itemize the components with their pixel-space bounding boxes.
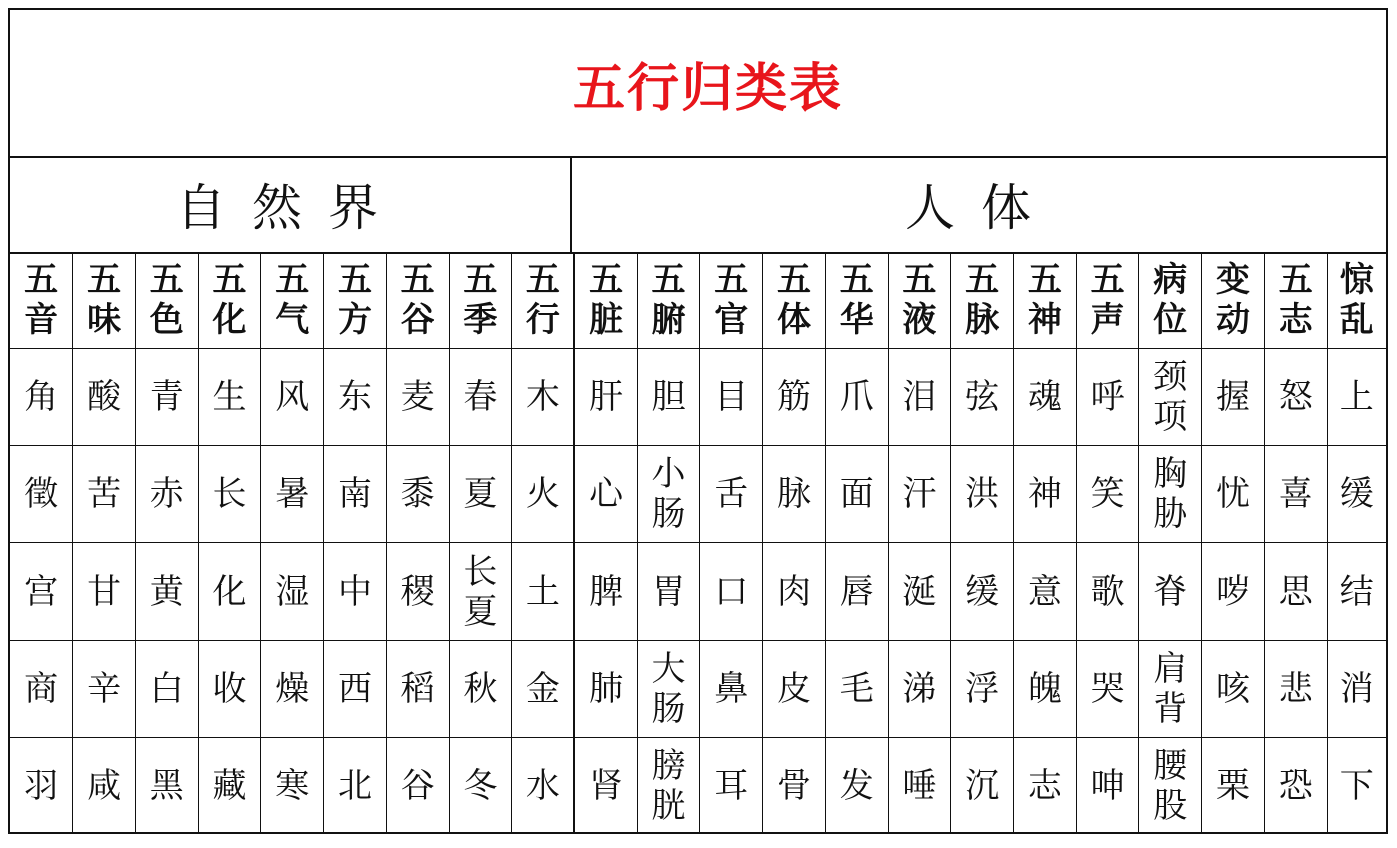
table-cell-text: 魂 — [1027, 377, 1062, 418]
table-cell-text: 赤 — [149, 474, 184, 515]
table-cell — [888, 446, 951, 543]
table-cell — [1264, 349, 1327, 446]
table-cell — [1014, 640, 1077, 737]
table-cell — [1014, 349, 1077, 446]
table-cell-text: 肩 背 — [1153, 648, 1188, 729]
table-cell — [10, 349, 73, 446]
page-title: 五行归类表 — [572, 58, 843, 119]
table-cell-text: 恐 — [1278, 765, 1313, 806]
column-header-text: 五 神 — [1027, 260, 1062, 341]
table-cell — [135, 737, 198, 834]
table-cell — [1202, 543, 1265, 640]
table-cell-text: 口 — [714, 571, 749, 612]
table-cell-text: 缓 — [965, 571, 1000, 612]
table-cell — [512, 446, 575, 543]
column-header — [825, 252, 888, 349]
table-cell — [700, 640, 763, 737]
five-elements-table — [8, 8, 1388, 834]
table-cell — [324, 543, 387, 640]
table-cell-text: 春 — [463, 377, 498, 418]
column-header-text: 五 体 — [776, 260, 811, 341]
table-cell — [1202, 349, 1265, 446]
table-cell-text: 收 — [212, 668, 247, 709]
table-cell-text: 哭 — [1090, 668, 1125, 709]
table-cell-text: 哕 — [1216, 571, 1251, 612]
table-cell — [574, 349, 637, 446]
table-cell — [449, 543, 512, 640]
title-row — [10, 10, 1386, 158]
table-cell — [1014, 446, 1077, 543]
table-cell-text: 宫 — [24, 571, 59, 612]
table-cell-text: 汗 — [902, 474, 937, 515]
table-cell-text: 弦 — [965, 377, 1000, 418]
table-cell — [1327, 543, 1386, 640]
table-cell-text: 上 — [1339, 377, 1374, 418]
table-cell-text: 苦 — [87, 474, 122, 515]
table-cell-text: 水 — [525, 765, 560, 806]
table-cell — [1139, 349, 1202, 446]
table-cell-text: 耳 — [714, 765, 749, 806]
table-cell-text: 麦 — [400, 377, 435, 418]
table-cell-text: 肉 — [776, 571, 811, 612]
table-cell-text: 魄 — [1027, 668, 1062, 709]
table-cell — [449, 349, 512, 446]
column-header — [700, 252, 763, 349]
table-cell — [763, 640, 826, 737]
column-header-text: 五 音 — [24, 260, 59, 341]
table-row — [10, 737, 1386, 834]
table-cell-text: 涎 — [902, 571, 937, 612]
column-header-text: 五 季 — [463, 260, 498, 341]
table-cell — [135, 543, 198, 640]
table-cell — [763, 737, 826, 834]
column-header-text: 五 气 — [275, 260, 310, 341]
table-cell-text: 唇 — [839, 571, 874, 612]
table-cell — [700, 737, 763, 834]
table-cell — [449, 446, 512, 543]
table-cell — [637, 640, 700, 737]
column-header — [198, 252, 261, 349]
column-header — [73, 252, 136, 349]
table-cell — [763, 543, 826, 640]
table-cell — [825, 543, 888, 640]
table-cell-text: 木 — [525, 377, 560, 418]
table-cell — [449, 737, 512, 834]
table-cell — [512, 349, 575, 446]
table-cell-text: 徵 — [24, 474, 59, 515]
table-cell-text: 结 — [1339, 571, 1374, 612]
table-cell — [73, 349, 136, 446]
table-cell-text: 胆 — [651, 377, 686, 418]
table-cell — [1327, 737, 1386, 834]
column-header — [10, 252, 73, 349]
table-cell — [1139, 446, 1202, 543]
column-header — [261, 252, 324, 349]
table-cell — [1202, 640, 1265, 737]
table-cell — [574, 737, 637, 834]
table-cell — [135, 446, 198, 543]
table-cell — [763, 446, 826, 543]
table-cell — [1264, 640, 1327, 737]
table-cell — [1076, 349, 1139, 446]
table-cell — [1014, 543, 1077, 640]
table-row — [10, 640, 1386, 737]
table-cell-text: 大 肠 — [651, 648, 686, 729]
table-cell — [10, 640, 73, 737]
table-cell — [10, 446, 73, 543]
table-cell — [700, 446, 763, 543]
table-cell — [1264, 737, 1327, 834]
table-cell-text: 脾 — [589, 571, 624, 612]
table-cell — [1264, 446, 1327, 543]
column-header — [1202, 252, 1265, 349]
table-cell-text: 目 — [714, 377, 749, 418]
table-cell — [763, 349, 826, 446]
table-cell-text: 长 夏 — [463, 551, 498, 632]
table-cell-text: 发 — [839, 765, 874, 806]
table-cell-text: 夏 — [463, 474, 498, 515]
table-cell — [261, 349, 324, 446]
table-cell-text: 咸 — [87, 765, 122, 806]
table-cell — [1076, 543, 1139, 640]
table-cell — [637, 543, 700, 640]
table-cell — [512, 640, 575, 737]
table-cell — [198, 446, 261, 543]
table-cell — [261, 640, 324, 737]
table-cell — [1076, 640, 1139, 737]
table-cell — [888, 737, 951, 834]
table-cell-text: 骨 — [776, 765, 811, 806]
table-cell-text: 缓 — [1339, 474, 1374, 515]
table-cell — [73, 640, 136, 737]
table-cell — [951, 446, 1014, 543]
table-cell — [1327, 446, 1386, 543]
classification-grid — [10, 252, 1386, 834]
table-row — [10, 446, 1386, 543]
table-cell-text: 皮 — [776, 668, 811, 709]
column-header — [512, 252, 575, 349]
table-cell-text: 商 — [24, 668, 59, 709]
table-cell-text: 黍 — [400, 474, 435, 515]
table-cell-text: 青 — [149, 377, 184, 418]
table-cell-text: 握 — [1216, 377, 1251, 418]
column-header-text: 惊 乱 — [1339, 260, 1374, 341]
column-header — [1139, 252, 1202, 349]
table-cell-text: 稷 — [400, 571, 435, 612]
column-header — [1327, 252, 1386, 349]
table-cell — [1264, 543, 1327, 640]
table-cell-text: 沉 — [965, 765, 1000, 806]
table-cell — [574, 640, 637, 737]
table-cell-text: 小 肠 — [651, 454, 686, 535]
table-cell-text: 毛 — [839, 668, 874, 709]
table-cell-text: 忧 — [1216, 474, 1251, 515]
table-cell — [951, 737, 1014, 834]
table-cell — [1076, 446, 1139, 543]
table-cell — [1327, 349, 1386, 446]
table-cell-text: 化 — [212, 571, 247, 612]
column-header-text: 五 声 — [1090, 260, 1125, 341]
table-cell-text: 暑 — [275, 474, 310, 515]
table-cell-text: 风 — [275, 377, 310, 418]
table-cell — [1139, 640, 1202, 737]
table-cell-text: 洪 — [965, 474, 1000, 515]
table-cell-text: 颈 项 — [1153, 357, 1188, 438]
table-cell — [386, 737, 449, 834]
table-cell — [825, 737, 888, 834]
table-cell — [261, 446, 324, 543]
table-cell — [574, 543, 637, 640]
table-cell — [386, 349, 449, 446]
table-cell-text: 金 — [525, 668, 560, 709]
table-cell — [512, 543, 575, 640]
table-cell — [1202, 446, 1265, 543]
column-header-text: 五 方 — [337, 260, 372, 341]
table-cell — [1202, 737, 1265, 834]
column-header-text: 五 华 — [839, 260, 874, 341]
table-cell — [1327, 640, 1386, 737]
table-cell — [825, 640, 888, 737]
column-header-text: 五 志 — [1278, 260, 1313, 341]
table-cell-text: 爪 — [839, 377, 874, 418]
column-header — [763, 252, 826, 349]
table-cell-text: 土 — [525, 571, 560, 612]
table-cell — [73, 737, 136, 834]
column-header-text: 五 脏 — [589, 260, 624, 341]
column-header-text: 五 脉 — [965, 260, 1000, 341]
table-cell-text: 膀 胱 — [651, 745, 686, 826]
table-cell-text: 酸 — [87, 377, 122, 418]
table-cell-text: 心 — [589, 474, 624, 515]
table-cell — [512, 737, 575, 834]
table-cell-text: 意 — [1027, 571, 1062, 612]
column-header-text: 五 色 — [149, 260, 184, 341]
column-header — [1014, 252, 1077, 349]
table-cell-text: 栗 — [1216, 765, 1251, 806]
column-header-text: 五 化 — [212, 260, 247, 341]
table-cell-text: 唾 — [902, 765, 937, 806]
table-cell — [574, 446, 637, 543]
table-cell-text: 肝 — [589, 377, 624, 418]
table-cell-text: 笑 — [1090, 474, 1125, 515]
table-cell-text: 中 — [337, 571, 372, 612]
table-cell — [10, 737, 73, 834]
table-cell — [324, 349, 387, 446]
table-cell-text: 肾 — [589, 765, 624, 806]
table-cell — [888, 640, 951, 737]
table-row — [10, 349, 1386, 446]
table-cell — [386, 446, 449, 543]
table-cell-text: 白 — [149, 668, 184, 709]
table-cell — [888, 543, 951, 640]
column-header — [637, 252, 700, 349]
column-header-text: 五 腑 — [651, 260, 686, 341]
table-cell-text: 冬 — [463, 765, 498, 806]
table-cell-text: 火 — [525, 474, 560, 515]
table-cell — [449, 640, 512, 737]
column-header — [888, 252, 951, 349]
table-cell-text: 脊 — [1153, 571, 1188, 612]
column-header — [386, 252, 449, 349]
table-cell-text: 志 — [1027, 765, 1062, 806]
table-cell-text: 喜 — [1278, 474, 1313, 515]
table-cell — [135, 640, 198, 737]
table-cell-text: 胃 — [651, 571, 686, 612]
table-cell-text: 寒 — [275, 765, 310, 806]
table-cell — [10, 543, 73, 640]
table-cell — [1139, 737, 1202, 834]
table-cell-text: 胸 胁 — [1153, 454, 1188, 535]
table-cell-text: 羽 — [24, 765, 59, 806]
column-header — [1264, 252, 1327, 349]
table-cell — [637, 446, 700, 543]
table-cell-text: 面 — [839, 474, 874, 515]
table-cell — [700, 543, 763, 640]
table-cell-text: 歌 — [1090, 571, 1125, 612]
column-header — [1076, 252, 1139, 349]
column-header — [449, 252, 512, 349]
table-cell-text: 咳 — [1216, 668, 1251, 709]
table-cell-text: 辛 — [87, 668, 122, 709]
table-cell-text: 西 — [337, 668, 372, 709]
table-cell — [198, 640, 261, 737]
column-header — [324, 252, 387, 349]
table-cell — [198, 349, 261, 446]
table-cell-text: 悲 — [1278, 668, 1313, 709]
table-cell-text: 鼻 — [714, 668, 749, 709]
table-cell-text: 呼 — [1090, 377, 1125, 418]
table-cell-text: 呻 — [1090, 765, 1125, 806]
table-cell-text: 泪 — [902, 377, 937, 418]
column-header-text: 五 液 — [902, 260, 937, 341]
column-header-text: 五 官 — [714, 260, 749, 341]
table-cell-text: 神 — [1027, 474, 1062, 515]
table-cell-text: 舌 — [714, 474, 749, 515]
table-cell — [198, 737, 261, 834]
table-cell-text: 肺 — [589, 668, 624, 709]
table-cell-text: 湿 — [275, 571, 310, 612]
table-cell — [637, 349, 700, 446]
table-cell-text: 藏 — [212, 765, 247, 806]
table-cell — [324, 737, 387, 834]
table-cell — [73, 446, 136, 543]
table-cell — [386, 543, 449, 640]
table-cell-text: 北 — [337, 765, 372, 806]
table-cell-text: 浮 — [965, 668, 1000, 709]
column-header — [135, 252, 198, 349]
column-header-text: 五 谷 — [400, 260, 435, 341]
group-body-header: 人体 — [905, 179, 1057, 237]
table-cell — [888, 349, 951, 446]
table-cell — [637, 737, 700, 834]
table-cell — [825, 349, 888, 446]
table-cell-text: 谷 — [400, 765, 435, 806]
table-cell — [951, 349, 1014, 446]
table-cell — [951, 640, 1014, 737]
table-cell — [825, 446, 888, 543]
table-cell-text: 秋 — [463, 668, 498, 709]
table-cell-text: 腰 股 — [1153, 745, 1188, 826]
table-cell — [1014, 737, 1077, 834]
table-cell — [261, 543, 324, 640]
table-cell-text: 东 — [337, 377, 372, 418]
column-header — [574, 252, 637, 349]
column-header-text: 病 位 — [1153, 260, 1188, 341]
table-cell-text: 长 — [212, 474, 247, 515]
table-cell-text: 角 — [24, 377, 59, 418]
group-nature-header: 自然界 — [10, 156, 572, 252]
table-cell-text: 涕 — [902, 668, 937, 709]
table-cell — [1139, 543, 1202, 640]
column-header-text: 变 动 — [1216, 260, 1251, 341]
table-cell-text: 黑 — [149, 765, 184, 806]
table-cell — [324, 640, 387, 737]
table-cell — [324, 446, 387, 543]
table-cell — [198, 543, 261, 640]
table-cell-text: 消 — [1339, 668, 1374, 709]
table-cell — [700, 349, 763, 446]
column-header — [951, 252, 1014, 349]
table-cell — [261, 737, 324, 834]
table-cell-text: 稻 — [400, 668, 435, 709]
table-cell-text: 燥 — [275, 668, 310, 709]
table-cell-text: 生 — [212, 377, 247, 418]
column-header-text: 五 行 — [525, 260, 560, 341]
table-cell — [951, 543, 1014, 640]
column-header-row — [10, 252, 1386, 349]
table-cell-text: 思 — [1278, 571, 1313, 612]
table-cell-text: 脉 — [776, 474, 811, 515]
table-cell-text: 黄 — [149, 571, 184, 612]
table-row — [10, 543, 1386, 640]
column-header-text: 五 味 — [87, 260, 122, 341]
table-cell-text: 南 — [337, 474, 372, 515]
table-cell-text: 筋 — [776, 377, 811, 418]
table-cell — [386, 640, 449, 737]
table-cell-text: 甘 — [87, 571, 122, 612]
table-cell — [1076, 737, 1139, 834]
table-cell-text: 下 — [1339, 765, 1374, 806]
table-cell — [135, 349, 198, 446]
table-cell-text: 怒 — [1278, 377, 1313, 418]
table-cell — [73, 543, 136, 640]
group-header-row — [10, 156, 1386, 254]
